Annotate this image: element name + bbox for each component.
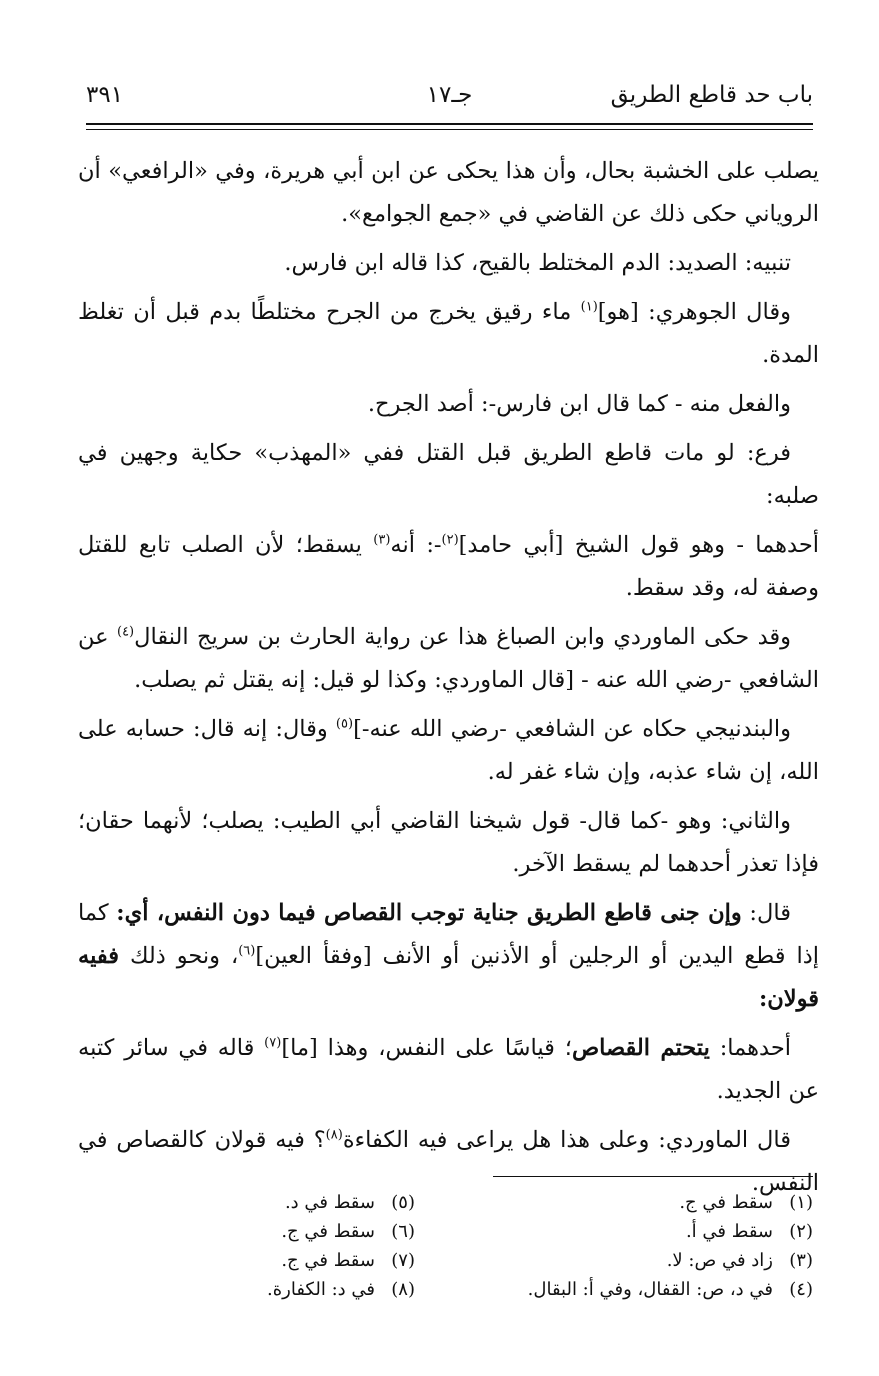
footnote: (٣)زاد في ص: لا. xyxy=(666,1250,813,1271)
paragraph: قال الماوردي: وعلى هذا هل يراعى فيه الكفاءة$^{(٨)}$؟ فيه قولان كالقصاص في النفس. xyxy=(78,1127,819,1196)
paragraph: أحدهما - وهو قول الشيخ [أبي حامد]$^{(٢)}$-: أنه$^{(٣)}$ يسقط؛ لأن الصلب تابع للقتل وصفة له، وقد سقط. xyxy=(78,532,819,601)
footnote: (١)سقط في ج. xyxy=(679,1192,813,1213)
volume-label: جـ١٧ xyxy=(426,82,473,108)
paragraph: والثاني: وهو -كما قال- قول شيخنا القاضي أبي الطيب: يصلب؛ لأنهما حقان؛ فإذا تعذر أحدهما لم يسقط الآخر. xyxy=(78,808,819,877)
footnote-separator xyxy=(493,1176,813,1177)
paragraph: والفعل منه - كما قال ابن فارس-: أصد الجرح. xyxy=(367,391,791,417)
paragraph: وقد حكى الماوردي وابن الصباغ هذا عن رواية الحارث بن سريج النقال$^{(٤)}$ عن الشافعي -رضي الله عنه - [قال الماوردي: وكذا لو قيل: إنه يقتل ثم يصلب. xyxy=(78,624,819,693)
header-rule-thick xyxy=(86,123,813,125)
paragraph: أحدهما: يتحتم القصاص؛ قياسًا على النفس، وهذا [ما]$^{(٧)}$ قاله في سائر كتبه عن الجديد. xyxy=(78,1035,819,1104)
footnotes-column-right xyxy=(453,1188,813,1304)
footnotes-column-left xyxy=(55,1188,415,1304)
paragraph: وقال الجوهري: [هو]$^{(١)}$ ماء رقيق يخرج من الجرح مختلطًا بدم قبل أن تغلظ المدة. xyxy=(78,299,819,368)
footnote-ref: (٧) xyxy=(264,1035,282,1051)
main-text xyxy=(78,150,819,1211)
footnote-ref: (٦) xyxy=(238,943,256,959)
footnote: (٤)في د، ص: القفال، وفي أ: البقال. xyxy=(527,1279,813,1300)
footnote: (٧)سقط في ج. xyxy=(281,1250,415,1271)
paragraph: يصلب على الخشبة بحال، وأن هذا يحكى عن ابن أبي هريرة، وفي «الرافعي» أن الروياني حكى ذلك عن القاضي في «جمع الجوامع». xyxy=(78,158,819,227)
paragraph: قال: وإن جنى قاطع الطريق جناية توجب القصاص فيما دون النفس، أي: كما إذا قطع اليدين أو الرجلين أو الأذنين أو الأنف [وفقأ العين]$^{(٦)}$، ونحو ذلك ففيه قولان: xyxy=(78,900,819,1012)
footnote-ref: (٣) xyxy=(373,532,391,548)
footnote-ref: (٢) xyxy=(441,532,459,548)
paragraph: تنبيه: الصديد: الدم المختلط بالقيح، كذا قاله ابن فارس. xyxy=(284,250,791,276)
footnote-ref: (١) xyxy=(580,299,598,315)
footnote: (٥)سقط في د. xyxy=(284,1192,415,1213)
running-header xyxy=(86,82,813,122)
paragraph: فرع: لو مات قاطع الطريق قبل القتل ففي «المهذب» حكاية وجهين في صلبه: xyxy=(78,440,819,509)
paragraph: والبندنيجي حكاه عن الشافعي -رضي الله عنه-]$^{(٥)}$ وقال: إنه قال: حسابه على الله، إن شاء عذبه، وإن شاء غفر له. xyxy=(78,716,819,785)
page-number: ٣٩١ xyxy=(86,82,124,108)
footnote-ref: (٥) xyxy=(335,716,354,732)
footnote-ref: (٨) xyxy=(325,1127,343,1143)
footnote: (٢)سقط في أ. xyxy=(685,1221,813,1242)
footnote: (٦)سقط في ج. xyxy=(281,1221,415,1242)
footnote: (٨)في د: الكفارة. xyxy=(267,1279,415,1300)
footnote-ref: (٤) xyxy=(116,624,135,640)
header-rule-thin xyxy=(86,129,813,130)
chapter-title: باب حد قاطع الطريق xyxy=(610,82,813,108)
